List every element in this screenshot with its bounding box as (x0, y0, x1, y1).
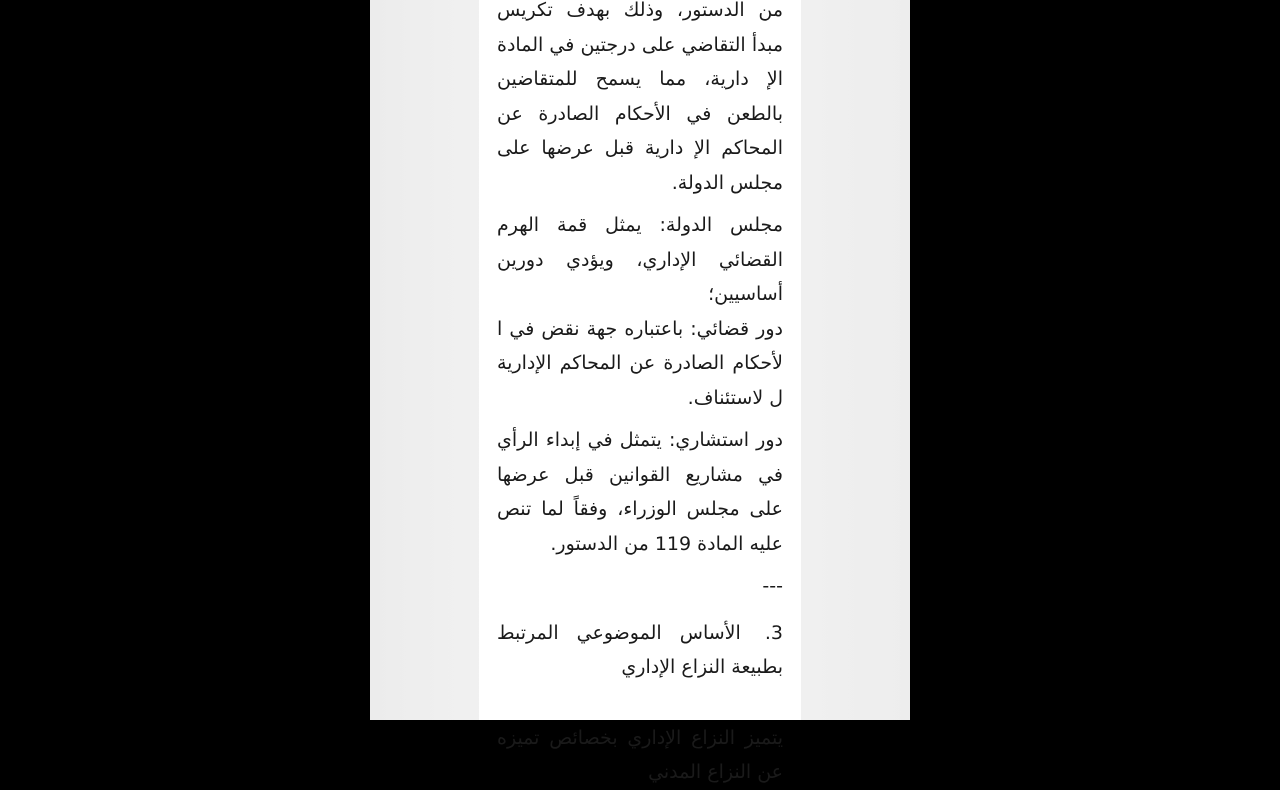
section-title: الأساس الموضوعي المرتبط بطبيعة النزاع الإداري (497, 621, 783, 678)
paragraph-advisory-role: دور استشاري: يتمثل في إبداء الرأي في مشاريع القوانين قبل عرضها على مجلس الوزراء، وفقاً لما تنص عليه المادة 119 من الدستور. (497, 429, 783, 555)
section-separator: --- (762, 575, 783, 597)
document-content (497, 0, 783, 790)
paragraph-intro-continuation: من الدستور، وذلك بهدف تكريس مبدأ التقاضي على درجتين في المادة الإ دارية، مما يسمح للمتقاضين بالطعن في الأحكام الصادرة عن المحاكم الإ دارية قبل عرضها على مجلس الدولة. (497, 0, 783, 194)
paragraph-judicial-role: دور قضائي: باعتباره جهة نقض في ا لأحكام الصادرة عن المحاكم الإدارية ل لاستئناف. (497, 317, 783, 409)
document-page (479, 0, 801, 783)
section-number: 3. (764, 621, 783, 644)
paragraph-council-of-state: مجلس الدولة: يمثل قمة الهرم القضائي الإداري، ويؤدي دورين أساسيين؛ (497, 214, 783, 305)
paragraph-trailing: يتميز النزاع الإداري بخصائص تميزه عن النزاع المدني (497, 726, 783, 783)
section-heading (497, 616, 783, 685)
video-frame (370, 0, 910, 783)
